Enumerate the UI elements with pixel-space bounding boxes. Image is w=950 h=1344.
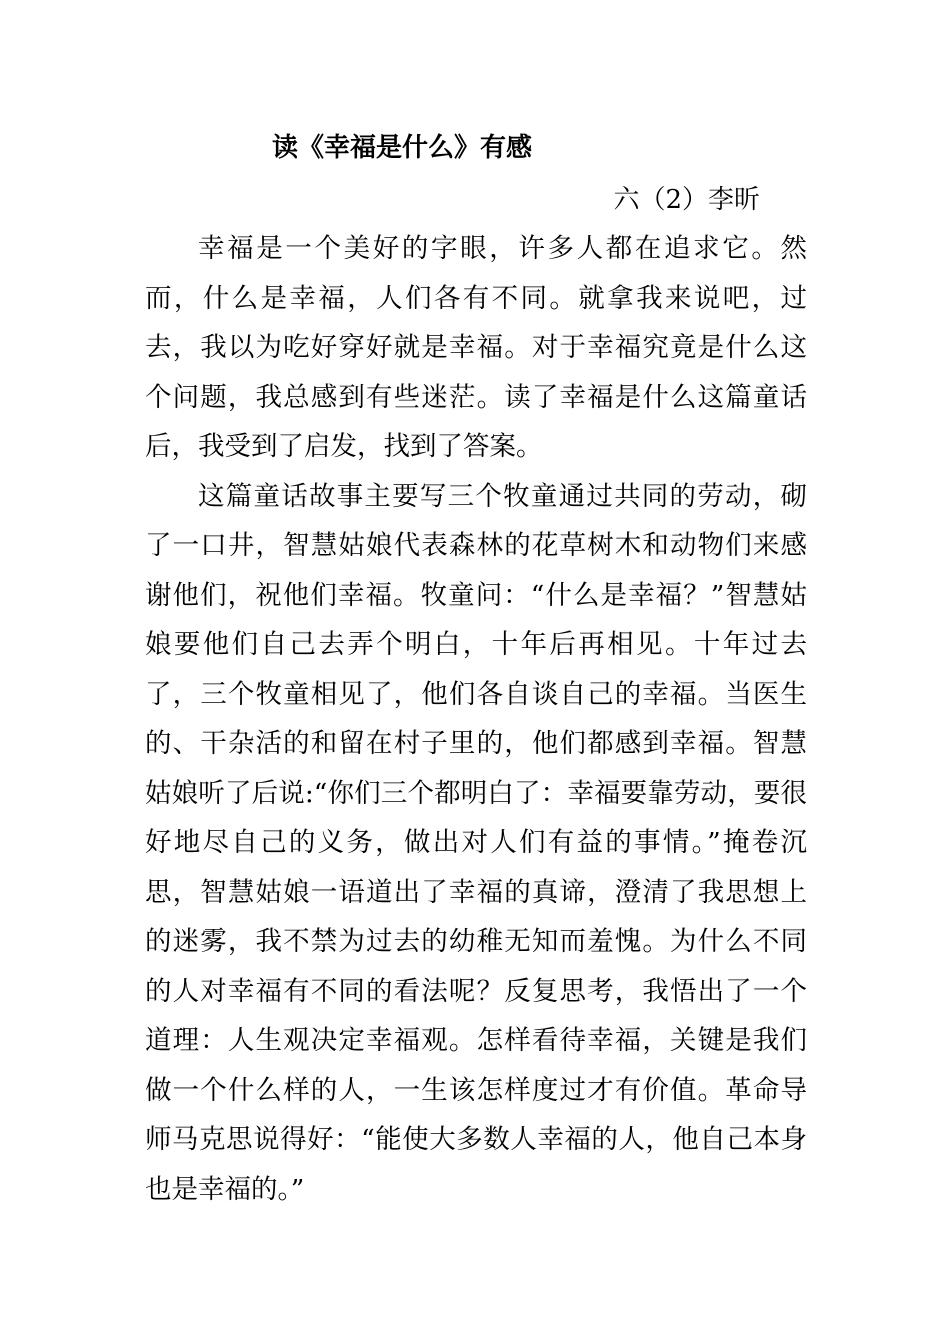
essay-body <box>145 224 807 1214</box>
author-line: 六（2）李昕 <box>613 185 760 215</box>
paragraph-2: 这篇童话故事主要写三个牧童通过共同的劳动，砌了一口井，智慧姑娘代表森林的花草树木和动物们来感谢他们，祝他们幸福。牧童问：“什么是幸福？”智慧姑娘要他们自己去弄个明白，十年后再相见。十年过去了，三个牧童相见了，他们各自谈自己的幸福。当医生的、干杂活的和留在村子里的，他们都感到幸福。智慧姑娘听了后说:“你们三个都明白了：幸福要靠劳动，要很好地尽自己的义务，做出对人们有益的事情。”掩卷沉思，智慧姑娘一语道出了幸福的真谛，澄清了我思想上的迷雾，我不禁为过去的幼稚无知而羞愧。为什么不同的人对幸福有不同的看法呢？反复思考，我悟出了一个道理：人生观决定幸福观。怎样看待幸福，关键是我们做一个什么样的人，一生该怎样度过才有价值。革命导师马克思说得好：“能使大多数人幸福的人，他自己本身也是幸福的。” <box>145 480 807 1205</box>
paragraph-1: 幸福是一个美好的字眼，许多人都在追求它。然而，什么是幸福，人们各有不同。就拿我来说吧，过去，我以为吃好穿好就是幸福。对于幸福究竟是什么这个问题，我总感到有些迷茫。读了幸福是什么这篇童话后，我受到了启发，找到了答案。 <box>145 233 807 462</box>
essay-title: 读《幸福是什么》有感 <box>272 133 533 163</box>
